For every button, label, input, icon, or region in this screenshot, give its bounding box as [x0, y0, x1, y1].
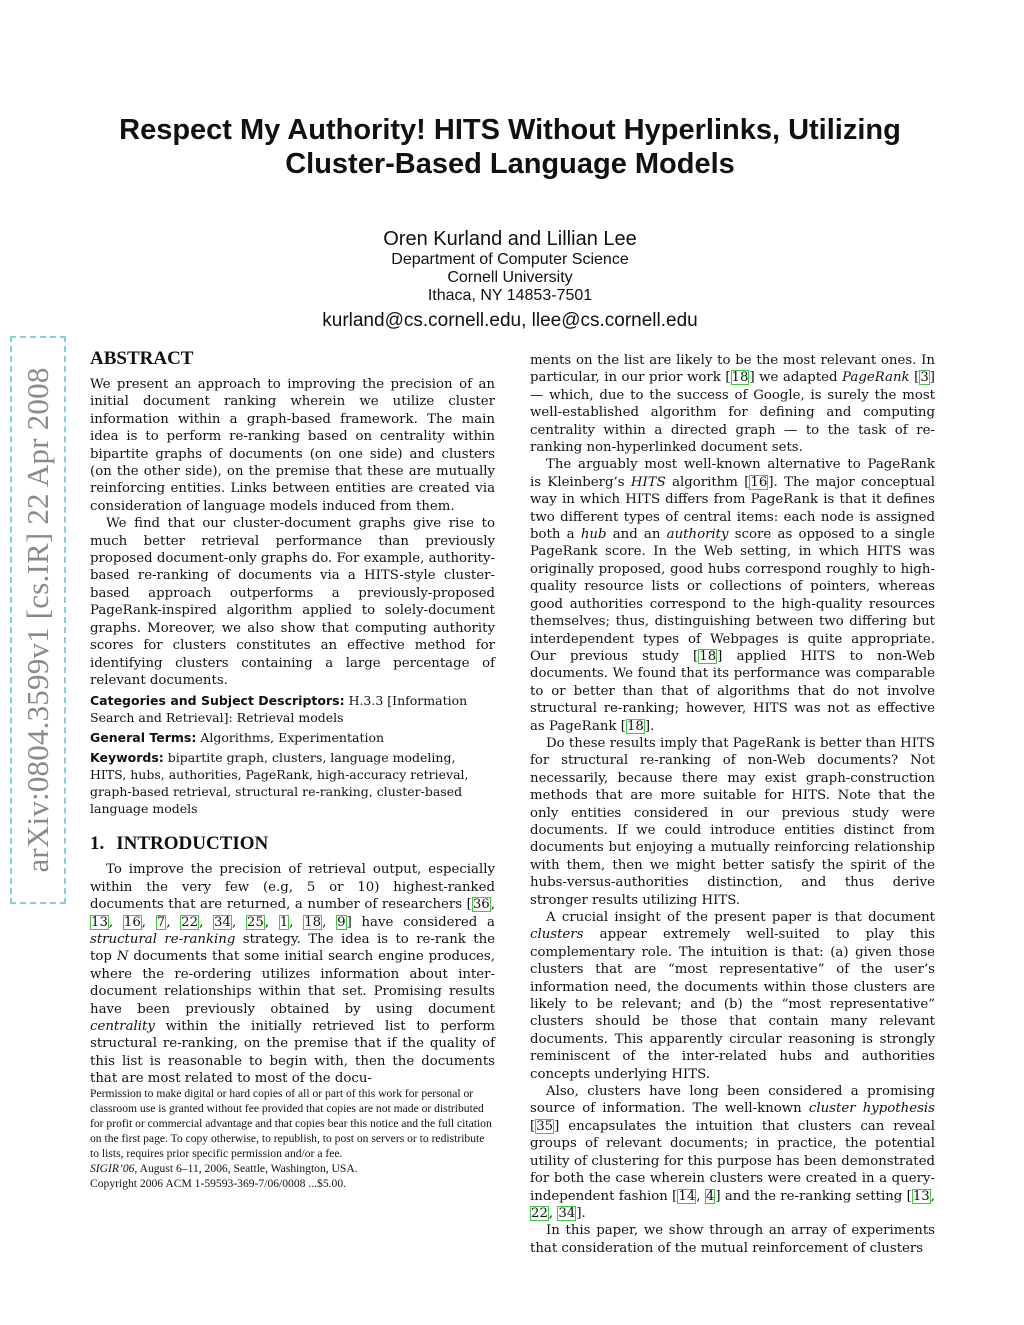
citation-link[interactable]: 34 [214, 914, 231, 930]
arxiv-identifier-box [10, 336, 66, 904]
citation-link[interactable]: 35 [536, 1118, 554, 1134]
university: Cornell University [447, 269, 573, 286]
citation-link[interactable]: 18 [731, 370, 749, 386]
body-text: score as opposed to a single PageRank score. In the Web setting, in which HITS was originally proposed, good hubs correspond roughly to high-quality resource lists or collections of pointers, whereas good authorities correspond to the high-quality resources themselves; thus, distinguishing between two differing but interdependent types of Webpages is quite appropriate. Our previous study [530, 527, 935, 664]
body-paragraph-3: Do these results imply that PageRank is better than HITS for structural re-ranking of non-Web documents? Not necessarily, because there may exist graph-construction methods that are more suitable for HITS. Note that the only entities considered in our previous study were documents. If we could introduce entities distinct from documents but enjoying a mutually reinforcing relationship with them, then we might better satisfy the spirit of the hubs-versus-authorities distinction, and thus derive stronger results utilizing HITS. [530, 735, 935, 908]
citation-link[interactable]: 34 [558, 1205, 576, 1221]
body-text: encapsulates the intuition that clusters can reveal groups of relevant documents; in practice, the potential utility of clustering for this purpose has been demonstrated for both the case wherein clusters were created in a query-independent fashion [530, 1118, 935, 1204]
permission-text: Permission to make digital or hard copies of all or part of this work for personal or classroom use is granted without fee provided that copies are not made or distributed for profit or commercial advantage and that copies bear this notice and the full citation on the first page. To copy otherwise, to republish, to post on servers or to redistribute to lists, requires prior specific permission and/or a fee. [90, 1087, 492, 1160]
conference-name: SIGIR’06, [90, 1162, 138, 1175]
title-line-1: Respect My Authority! HITS Without Hyperlinks, Utilizing [119, 114, 901, 146]
body-text: . [581, 1205, 586, 1221]
emphasis: clusters [530, 927, 584, 943]
categories-value: H.3.3 [Information Search and Retrieval]: Retrieval models [90, 693, 468, 726]
body-text: we adapted [759, 370, 838, 386]
emphasis: authority [666, 527, 729, 543]
author-emails: kurland@cs.cornell.edu, llee@cs.cornell.edu [322, 310, 698, 331]
citation-link[interactable]: 16 [123, 914, 141, 930]
general-terms-label: General Terms: [90, 730, 197, 746]
citation-link[interactable]: 14 [678, 1188, 696, 1204]
citation-link[interactable]: 18 [304, 914, 322, 930]
intro-text: strategy. The idea is to re-rank the top [90, 931, 495, 965]
intro-text: documents that some initial search engine produces, where the re-ordering utilizes information about inter-document relationships within that set. Promising results have been previously obtained by using document [90, 949, 495, 1017]
title-line-2: Cluster-Based Language Models [285, 148, 735, 180]
body-text: The arguably most well-known alternative to PageRank is Kleinberg’s [530, 457, 935, 490]
citation-link[interactable]: 1 [279, 914, 289, 930]
body-text: . The major conceptual way in which HITS differs from PageRank is that it defines two different types of central items: each node is assigned both a [530, 474, 935, 543]
body-paragraph-5: Also, clusters have long been considered a promising source of information. The well-known cluster hypothesis [35] encapsulates the intuition that clusters can reveal groups of relevant documents; in practice, the potential utility of clustering for this purpose has been demonstrated for both the case wherein clusters were created in a query-independent fashion [14, 4] and the re-ranking setting [13, 22, 34]. [530, 1084, 935, 1221]
citation-link[interactable]: 22 [531, 1205, 548, 1221]
body-text: ments on the list are likely to be the most relevant ones. In particular, in our prior work [530, 353, 935, 386]
keywords-label: Keywords: [90, 750, 164, 766]
body-text: A crucial insight of the present paper is that document [546, 910, 935, 925]
left-column [90, 348, 495, 1088]
body-text: . [650, 718, 655, 734]
body-text: applied HITS to non-Web documents. We found that its performance was comparable to or better than that of algorithms that do not involve structural re-ranking; however, HITS was not as effective as PageRank [530, 648, 936, 734]
body-text: Also, clusters have long been considered a promising source of information. The well-known [530, 1084, 935, 1117]
citation-link[interactable]: 18 [699, 648, 717, 664]
intro-text: have considered a [361, 914, 495, 930]
general-terms [90, 729, 495, 746]
body-text: and an [612, 527, 661, 543]
abstract-paragraph-1: We present an approach to improving the precision of an initial document ranking wherein we utilize cluster information within a graph-based framework. The main idea is to perform re-ranking based on centrality within bipartite graphs of documents (on one side) and clusters (on the other side), on the premise that these are mutually reinforcing entities. Links between entities are created via consideration of language models induced from them. [90, 377, 495, 514]
body-text: and the re-ranking setting [724, 1188, 903, 1204]
citation-link[interactable]: 22 [181, 914, 199, 930]
body-paragraph-2: The arguably most well-known alternative to PageRank is Kleinberg’s HITS algorithm [16]. The major conceptual way in which HITS differs from PageRank is that it defines two different types of central items: each node is assigned both a hub and an authority score as opposed to a single PageRank score. In the Web setting, in which HITS was originally proposed, good hubs correspond roughly to high-quality resource lists or collections of pointers, whereas good authorities correspond to the high-quality resources themselves; thus, distinguishing between two differing but interdependent types of Webpages is quite appropriate. Our previous study [18] applied HITS to non-Web documents. We found that its performance was comparable to or better than that of algorithms that do not involve structural re-ranking; however, HITS was not as effective as PageRank [18]. [530, 457, 936, 734]
categories [90, 692, 495, 726]
abstract-heading: ABSTRACT [90, 348, 194, 369]
department: Department of Computer Science [391, 251, 629, 268]
body-paragraph-4 [530, 909, 935, 1083]
section-title: INTRODUCTION [116, 833, 269, 855]
categories-label: Categories and Subject Descriptors: [90, 693, 345, 709]
intro-text: within the initially retrieved list to perform structural re-ranking, on the premise that if the quality of this list is reasonable to begin with, then the documents that are most related to most of the docu- [90, 1018, 495, 1087]
body-paragraph-6: In this paper, we show through an array of experiments that consideration of the mutual reinforcement of clusters [530, 1223, 935, 1256]
citation-link[interactable]: 3 [920, 370, 929, 386]
citation-link[interactable]: 13 [91, 914, 108, 930]
citation-link[interactable]: 9 [337, 914, 346, 930]
general-terms-value: Algorithms, Experimentation [200, 730, 385, 746]
intro-text: To improve the precision of retrieval output, especially within the very few (e.g, 5 or 10) highest-ranked documents that are returned, a number of researchers [90, 862, 495, 913]
keywords-value: bipartite graph, clusters, language modeling, HITS, hubs, authorities, PageRank, high-accuracy retrieval, graph-based retrieval, structural re-ranking, cluster-based language models [90, 750, 469, 817]
body-text: appear extremely well-suited to play this complementary role. The intuition is that: (a) given those clusters that are “most representative” of the user’s information need, the documents within those clusters are likely to be relevant; and (b) the “most representative” clusters should be those that contain many relevant documents. This apparently circular reasoning is strongly reminiscent of the inter-related hubs and authorities concepts underlying HITS. [530, 927, 935, 1082]
right-column [530, 352, 935, 1257]
author-names: Oren Kurland and Lillian Lee [383, 228, 637, 250]
body-text: algorithm [672, 474, 738, 490]
body-paragraph-1: ments on the list are likely to be the most relevant ones. In particular, in our prior work [18] we adapted PageRank [3] — which, due to the success of Google, is surely the most well-established algorithm for defining and computing centrality within a directed graph — to the task of re-ranking non-hyperlinked document sets. [530, 353, 935, 456]
emphasis: structural re-ranking [90, 931, 236, 947]
arxiv-identifier: arXiv:0804.3599v1 [cs.IR] 22 Apr 2008 [20, 367, 55, 873]
citation-link[interactable]: 4 [705, 1188, 715, 1204]
conference-line [90, 1161, 495, 1176]
conference-details: August 6–11, 2006, Seattle, Washington, USA. [139, 1162, 358, 1175]
citation-link[interactable]: 18 [626, 718, 644, 734]
citation-link[interactable]: 7 [156, 914, 166, 930]
author-block [210, 227, 810, 333]
emphasis: PageRank [842, 370, 910, 386]
emphasis: HITS [630, 474, 666, 490]
introduction-heading [90, 833, 495, 855]
emphasis: N [116, 949, 129, 965]
emphasis: cluster hypothesis [808, 1101, 935, 1117]
emphasis: centrality [90, 1018, 155, 1034]
location: Ithaca, NY 14853-7501 [427, 287, 593, 304]
section-number: 1. [90, 833, 105, 855]
citation-link[interactable]: 13 [912, 1188, 930, 1204]
citation-link[interactable]: 25 [246, 914, 264, 930]
citation-link[interactable]: 36 [472, 897, 490, 913]
abstract-paragraph-2: We find that our cluster-document graphs give rise to much better retrieval performance than previously proposed document-only graphs do. For example, authority-based re-ranking of documents via a HITS-style cluster-based approach outperforms a previously-proposed PageRank-inspired algorithm applied to solely-document graphs. Moreover, we also show that computing authority scores for clusters constitutes an effective method for identifying clusters containing a large percentage of relevant documents. [90, 516, 495, 688]
copyright-line: Copyright 2006 ACM 1-59593-369-7/06/0008 ...$5.00. [90, 1177, 347, 1190]
paper-title [60, 113, 960, 181]
permission-footnote [90, 1086, 495, 1191]
citation-link[interactable]: 16 [750, 474, 768, 490]
emphasis: hub [580, 527, 607, 543]
introduction-paragraph-1: To improve the precision of retrieval output, especially within the very few (e.g, 5 or 10) highest-ranked documents that are returned, a number of researchers [36, 13, 16, 7, 22, 34, 25, 1, 18, 9] have considered a structural re-ranking strategy. The idea is to re-rank the top N documents that some initial search engine produces, where the re-ordering utilizes information about inter-document relationships within that set. Promising results have been previously obtained by using document centrality within the initially retrieved list to perform structural re-ranking, on the premise that if the quality of this list is reasonable to begin with, then the documents that are most related to most of the docu- [90, 862, 495, 1087]
keywords [90, 749, 495, 817]
body-text: — which, due to the success of Google, is surely the most well-established algorithm for defining and computing centrality within a directed graph — to the task of re-ranking non-hyperlinked document sets. [530, 387, 935, 456]
